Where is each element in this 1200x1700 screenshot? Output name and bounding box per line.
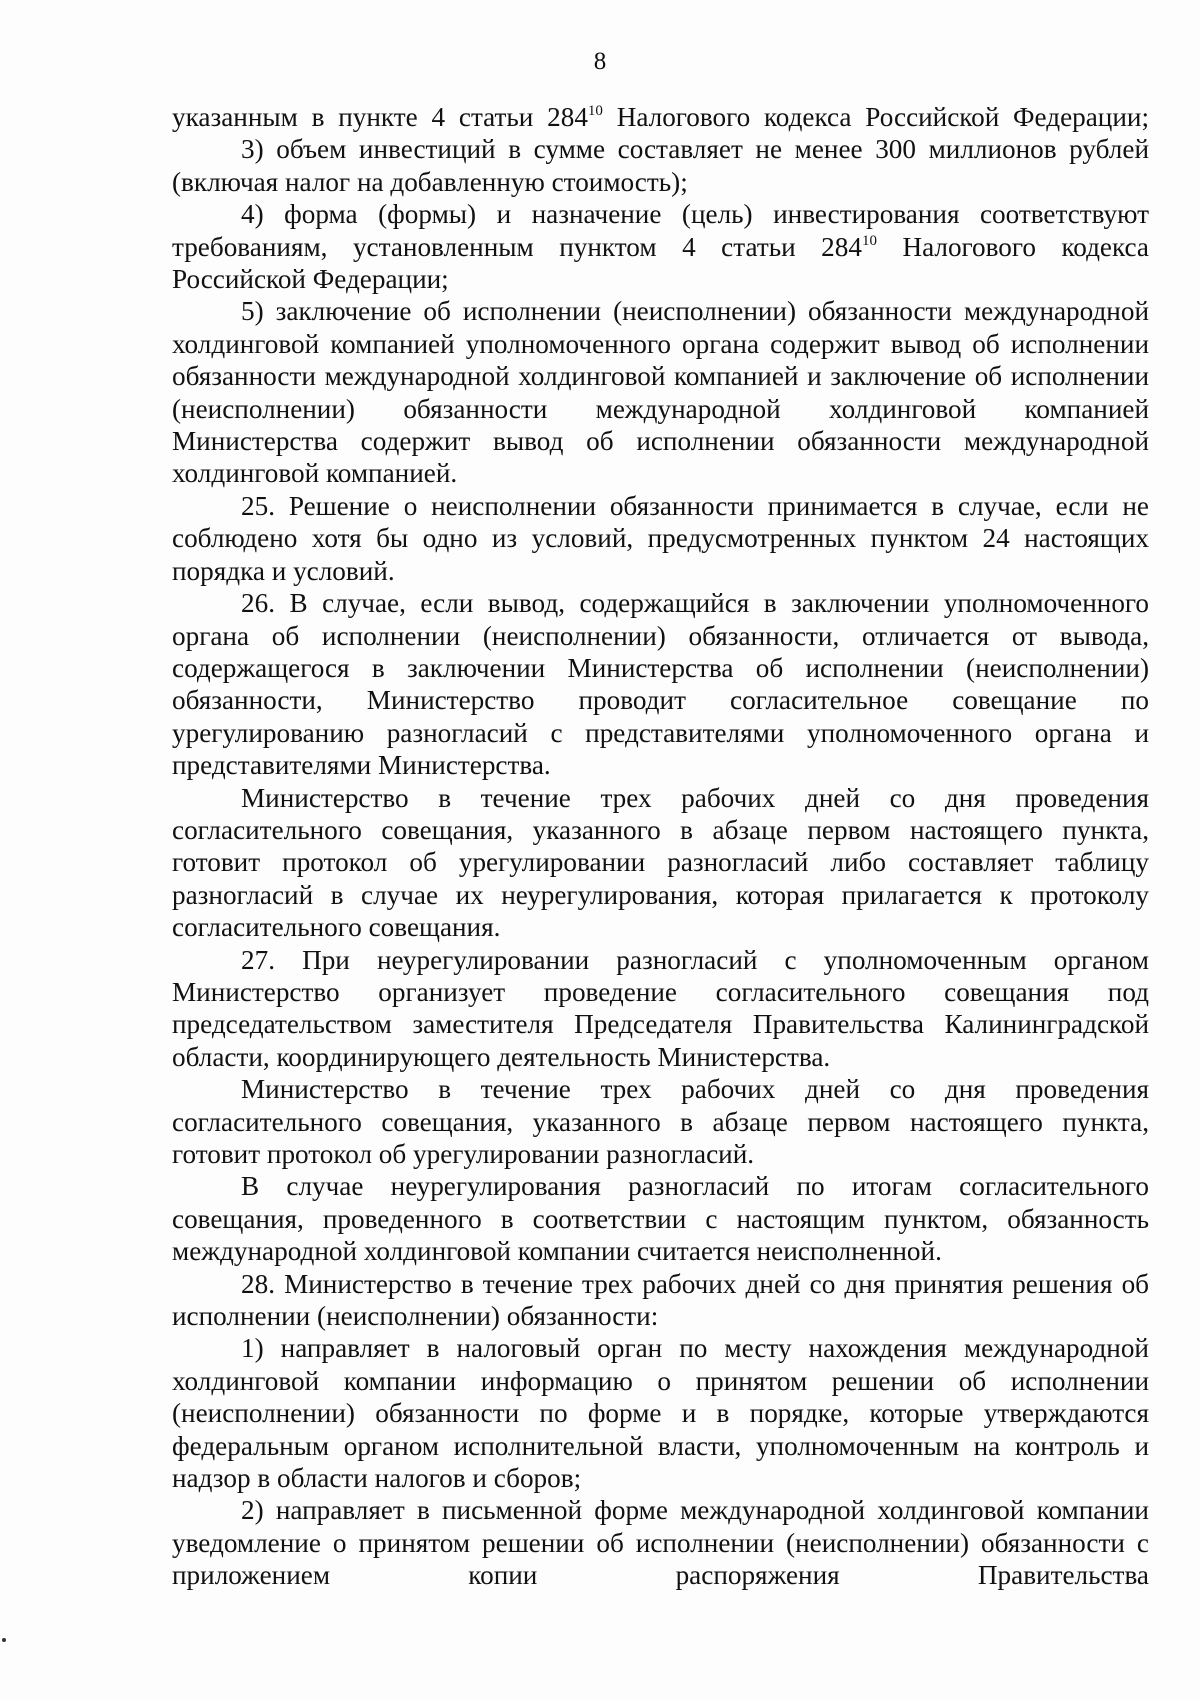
paragraph-clause-27-part-3: В случае неурегулирования разногласий по итогам согласительного совещания, проведенного в соответствии с настоящим пунктом, обязанность международной холдинговой компании считается неисполненной. (172, 1171, 1149, 1267)
paragraph-clause-28-item-2: 2) направляет в письменной форме международной холдинговой компании уведомление о принятом решении об исполнении (неисполнении) обязанности с приложением копии распоряжения Правительства (172, 1495, 1149, 1591)
document-body (172, 101, 1149, 1592)
paragraph-clause-25: 25. Решение о неисполнении обязанности принимается в случае, если не соблюдено хотя бы одно из условий, предусмотренных пунктом 24 настоящих порядка и условий. (172, 490, 1149, 586)
paragraph-text: Налогового кодекса Российской Федерации; (172, 231, 1149, 295)
paragraph-clause-28: 28. Министерство в течение трех рабочих дней со дня принятия решения об исполнении (неисполнении) обязанности: (172, 1268, 1149, 1332)
paragraph-text: указанным в пункте 4 статьи 284 (172, 102, 588, 132)
paragraph-clause-28-item-1: 1) направляет в налоговый орган по месту нахождения международной холдинговой компании информацию о принятом решении об исполнении (неисполнении) обязанности по форме и в порядке, которые утверждаются федеральным органом исполнительной власти, уполномоченным на контроль и надзор в области налогов и сборов; (172, 1333, 1149, 1494)
paragraph-clause-26: 26. В случае, если вывод, содержащийся в заключении уполномоченного органа об исполнении (неисполнении) обязанности, отличается от вывода, содержащегося в заключении Министерства об исполнении (неисполнении) обязанности, Министерство проводит согласительное совещание по урегулированию разногласий с представителями уполномоченного органа и представителями Министерства. (172, 588, 1149, 781)
paragraph-clause-26-part-2: Министерство в течение трех рабочих дней со дня проведения согласительного совещания, указанного в абзаце первом настоящего пункта, готовит протокол об урегулировании разногласий либо составляет таблицу разногласий в случае их неурегулирования, которая прилагается к протоколу согласительного совещания. (172, 782, 1149, 943)
superscript: 10 (861, 232, 877, 249)
paragraph-clause-27-part-2: Министерство в течение трех рабочих дней со дня проведения согласительного совещания, указанного в абзаце первом настоящего пункта, готовит протокол об урегулировании разногласий. (172, 1074, 1149, 1169)
paragraph-item-4 (172, 198, 1149, 295)
paragraph-text: Налогового кодекса Российской Федерации; (602, 102, 1149, 132)
paragraph-clause-27: 27. При неурегулировании разногласий с уполномоченным органом Министерство организует проведение согласительного совещания под председательством заместителя Председателя Правительства Калининградской области, координирующего деятельность Министерства. (172, 944, 1149, 1072)
paragraph-text: 4) форма (формы) и назначение (цель) инвестирования соответствуют требованиям, установленным пунктом 4 статьи 284 (172, 199, 1149, 262)
paragraph-item-5: 5) заключение об исполнении (неисполнении) обязанности международной холдинговой компанией уполномоченного органа содержит вывод об исполнении обязанности международной холдинговой компанией и заключение об исполнении (неисполнении) обязанности международной холдинговой компанией Министерства содержит вывод об исполнении обязанности международной холдинговой компанией. (172, 296, 1149, 489)
page-number: 8 (593, 48, 607, 75)
paragraph-item-3: 3) объем инвестиций в сумме составляет не менее 300 миллионов рублей (включая налог на добавленную стоимость); (172, 134, 1149, 197)
paragraph-continuation (172, 101, 1149, 133)
superscript: 10 (587, 103, 603, 119)
scan-speck (2, 1638, 6, 1642)
